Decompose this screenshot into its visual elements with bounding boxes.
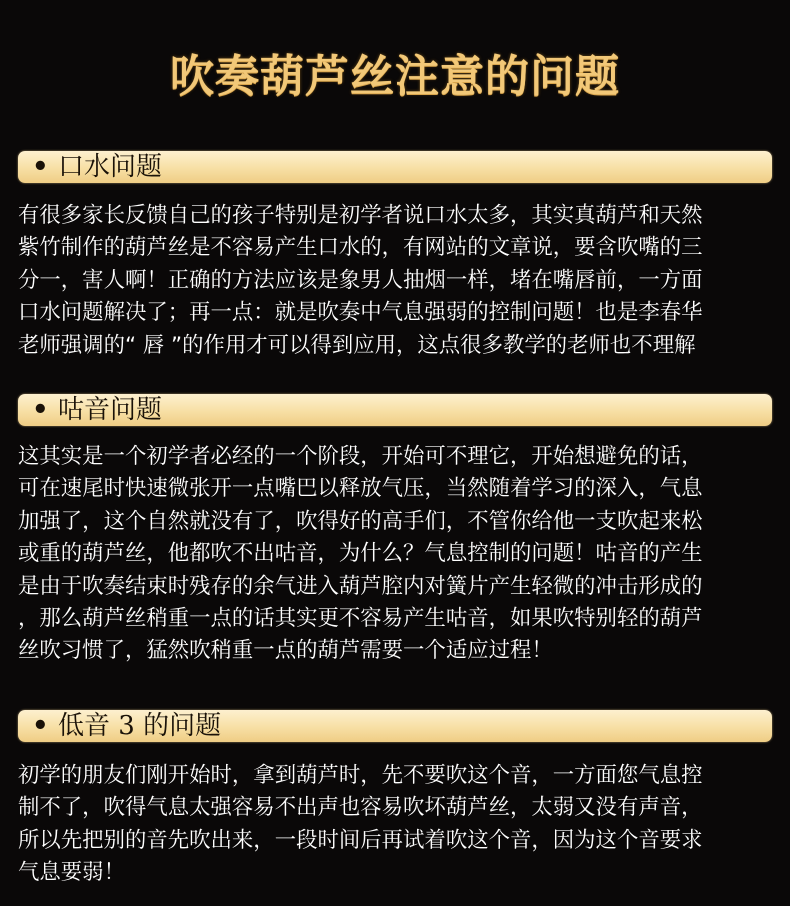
- section-body-low-note: 初学的朋友们刚开始时，拿到葫芦时，先不要吹这个音，一方面您气息控 制不了，吹得气息太强容易不出声也容易吹坏葫芦丝，太弱又没有声音， 所以先把别的音先吹出来，一段时间后再试着吹这个音，因为这个音要求 气息要弱！: [18, 763, 703, 886]
- page-title: 吹奏葫芦丝注意的问题: [170, 51, 620, 102]
- bullet-icon: •: [32, 395, 49, 425]
- section-body-saliva: 有很多家长反馈自己的孩子特别是初学者说口水太多，其实真葫芦和天然 紫竹制作的葫芦丝是不容易产生口水的，有网站的文章说，要含吹嘴的三 分一，害人啊！正确的方法应该是象男人抽烟一样，堵在嘴唇前，一方面 口水问题解决了；再一点：就是吹奏中气息强弱的控制问题！也是李春华 老师强调的“ 唇 ”的作用才可以得到应用，这点很多教学的老师也不理解: [18, 203, 703, 358]
- section-header-saliva: [18, 151, 772, 183]
- bullet-icon: •: [32, 711, 49, 741]
- section-heading: 咕音问题: [58, 395, 163, 425]
- section-header-gurgle: [18, 394, 772, 426]
- section-header-low-note: [18, 710, 772, 742]
- section-body-gurgle: 这其实是一个初学者必经的一个阶段，开始可不理它，开始想避免的话， 可在速尾时快速微张开一点嘴巴以释放气压，当然随着学习的深入，气息 加强了，这个自然就没有了，吹得好的高手们，不管你给他一支吹起来松 或重的葫芦丝，他都吹不出咕音，为什么？气息控制的问题！咕音的产生 是由于吹奏结束时残存的余气进入葫芦腔内对簧片产生轻微的冲击形成的 ，那么葫芦丝稍重一点的话其实更不容易产生咕音，如果吹特别轻的葫芦 丝吹习惯了，猛然吹稍重一点的葫芦需要一个适应过程！: [18, 444, 703, 664]
- section-heading: 口水问题: [58, 152, 163, 182]
- bullet-icon: •: [32, 152, 49, 182]
- section-heading: 低音 3 的问题: [58, 711, 222, 741]
